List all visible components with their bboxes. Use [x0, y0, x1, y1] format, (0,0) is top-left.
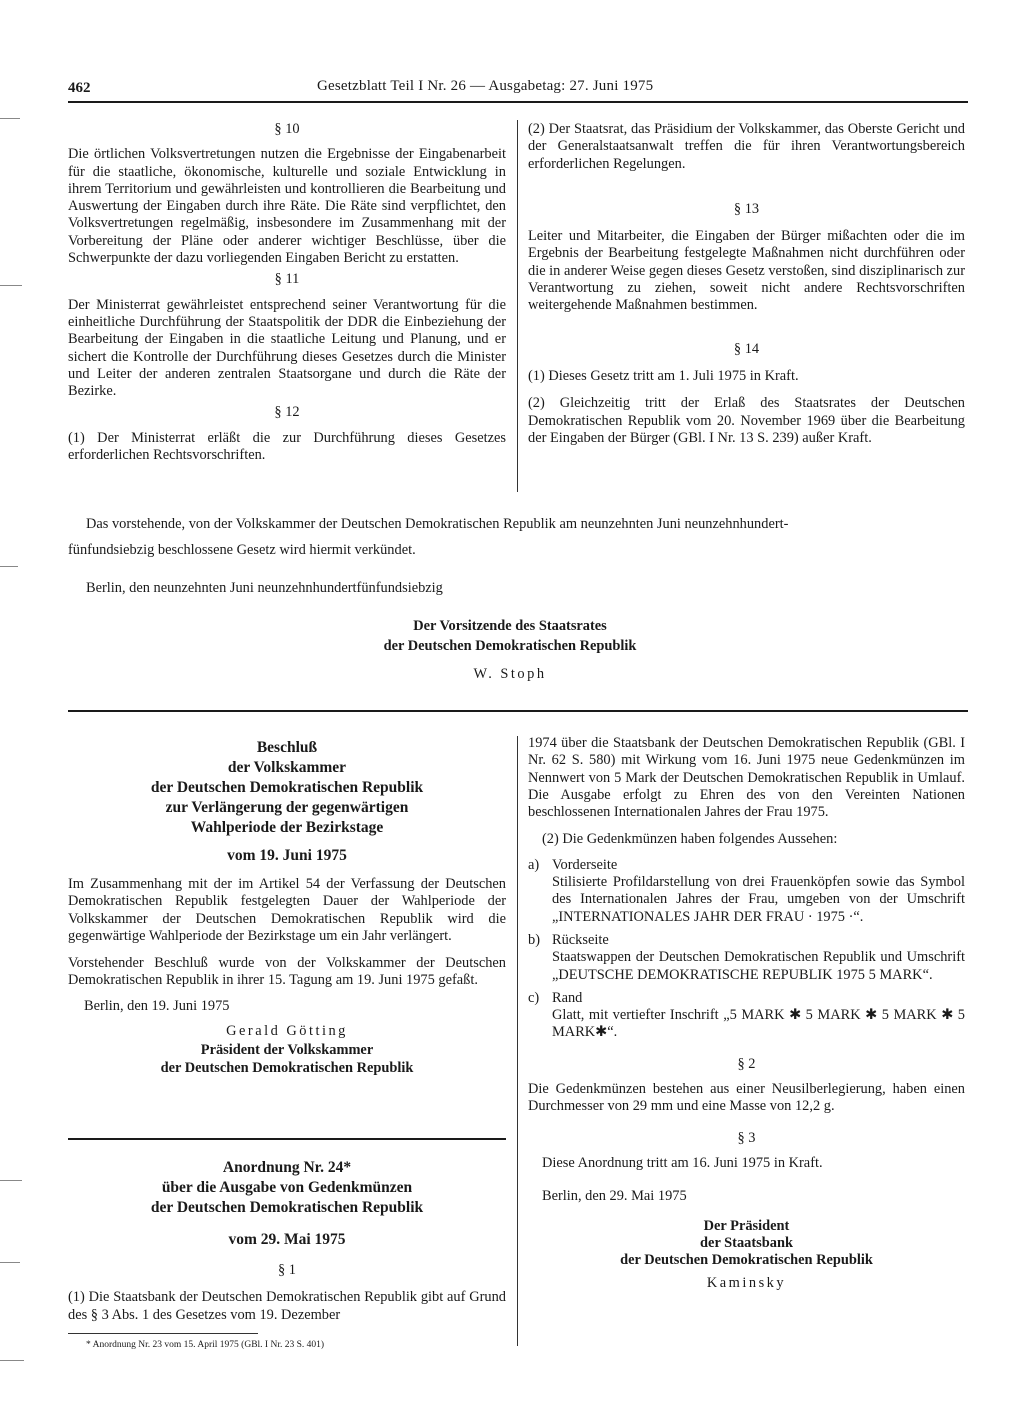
anordnung-section-1-paragraph-2: (2) Die Gedenkmünzen haben folgendes Aussehen: [542, 831, 838, 848]
section-heading-12: § 12 [274, 404, 300, 421]
scan-margin-mark [0, 285, 22, 286]
coin-feature-item [528, 990, 965, 1042]
law-left-column [68, 121, 506, 464]
scan-margin-mark [0, 566, 18, 567]
beschluss-title-line: Beschluß [256, 739, 318, 756]
section-11-text: Der Ministerrat gewährleistet entsprechend seiner Verantwortung für die einheitliche Durchführung der Staatspolitik der DDR die Einbeziehung der Bearbeitung der Eingaben in die staatliche Leitung und Planung, und er sichert die Kontrolle der Durchführung dieses Gesetzes durch die Minister und Leiter der anderen zentralen Staatsorgane und durch die Räte der Bezirke. [68, 296, 506, 400]
anordnung-signer-title-2: der Staatsbank [700, 1234, 793, 1251]
footnote-rule [68, 1333, 258, 1334]
coin-feature-item [528, 932, 965, 984]
section-14-paragraph-2: (2) Gleichzeitig tritt der Erlaß des Staatsrates der Deutschen Demokratischen Republik vom 20. November 1969 über die Bearbeitung der Eingaben der Bürger (GBl. I Nr. 13 S. 239) außer Kraft. [528, 395, 965, 446]
column-divider [517, 736, 518, 1346]
beschluss-title-line: Wahlperiode der Bezirkstage [190, 819, 384, 836]
list-body [552, 857, 965, 926]
beschluss-signer-title-2: der Deutschen Demokratischen Republik [160, 1059, 414, 1076]
beschluss-place-date: Berlin, den 19. Juni 1975 [84, 997, 230, 1014]
anordnung-title-line: über die Ausgabe von Gedenkmünzen [161, 1179, 413, 1196]
coin-feature-title: Rückseite [552, 931, 609, 948]
anordnung-signer-name: Kaminsky [706, 1275, 787, 1292]
footnote: * Anordnung Nr. 23 vom 15. April 1975 (GBl. I Nr. 23 S. 401) [86, 1340, 325, 1350]
anordnung-title-line: Anordnung Nr. 24* [222, 1159, 352, 1176]
section-13-text: Leiter und Mitarbeiter, die Eingaben der Bürger mißachten oder die im Ergebnis der Bearbeitung festgelegte Maßnahmen nicht durchführen oder die in anderer Weise gegen dieses Gesetz verstoßen, sind disziplinarisch zur Verantwortung zu ziehen, soweit nicht andere Rechtsvorschriften weitergehende Maßnahmen bestimmen. [528, 228, 965, 314]
coin-feature-text: Stilisierte Profildarstellung von drei Frauenköpfen sowie das Symbol des Internationalen Jahres der Frau, umgeben von der Umschrift „INTERNATIONALES JAHR DER FRAU · 1975 ·“. [552, 874, 965, 925]
beschluss-paragraph-2: Vorstehender Beschluß wurde von der Volkskammer der Deutschen Demokratischen Republik in ihrer 15. Tagung am 19. Juni 1975 gefaßt. [68, 955, 506, 989]
section-12-paragraph-1: (1) Der Ministerrat erläßt die zur Durchführung dieses Gesetzes erforderlichen Rechtsvorschriften. [68, 429, 506, 464]
beschluss-block [68, 738, 506, 1077]
running-head: Gesetzblatt Teil I Nr. 26 — Ausgabetag: 27. Juni 1975 [317, 78, 654, 94]
section-10-text: Die örtlichen Volksvertretungen nutzen die Ergebnisse der Eingabenarbeit für die staatliche, ökonomische, kulturelle und soziale Entwicklung in ihrem Territorium und gewährleisten und kontrollieren die Bearbeitung und Auswertung der Eingaben durch ihre Räte. Die Räte sind verpflichtet, den Volksvertretungen regelmäßig, insbesondere im Zusammenhang mit der Vorbereitung der Pläne oder anderer wichtiger Beschlüsse, über die Schwerpunkte der dazu vorliegenden Eingaben Bericht zu erstatten. [68, 146, 506, 267]
law-signer-title-1: Der Vorsitzende des Staatsrates [413, 618, 607, 634]
scan-margin-mark [0, 1360, 24, 1361]
coin-feature-text: Staatswappen der Deutschen Demokratischen Republik und Umschrift „DEUTSCHE DEMOKRATISCHE REPUBLIK 1975 5 MARK“. [552, 949, 965, 983]
promulgation-line-1: Das vorstehende, von der Volkskammer der Deutschen Demokratischen Republik am neunzehnten Juni neunzehnhundert- [86, 516, 789, 532]
beschluss-title-line: der Volkskammer [227, 759, 347, 776]
list-label: b) [528, 931, 540, 948]
beschluss-signer-name: Gerald Götting [226, 1023, 348, 1040]
beschluss-title-line: zur Verlängerung der gegenwärtigen [165, 799, 409, 816]
coin-feature-text: Glatt, mit vertiefter Inschrift „5 MARK ✱ 5 MARK ✱ 5 MARK ✱ 5 MARK✱“. [552, 1007, 965, 1041]
beschluss-paragraph-1: Im Zusammenhang mit der im Artikel 54 der Verfassung der Deutschen Demokratischen Republik festgelegten Dauer der Wahlperiode der Volkskammer der Deutschen Demokratischen Republik wird die gegenwärtige Wahlperiode der Bezirkstage um ein Jahr verlängert. [68, 876, 506, 944]
law-signer-name: W. Stoph [473, 666, 547, 682]
header-rule [68, 101, 968, 103]
section-heading-13: § 13 [733, 200, 760, 217]
section-14-paragraph-1: (1) Dieses Gesetz tritt am 1. Juli 1975 in Kraft. [528, 367, 799, 384]
beschluss-title [68, 738, 506, 838]
scan-margin-mark [0, 118, 20, 119]
section-heading-14: § 14 [733, 340, 760, 357]
scan-margin-mark [0, 1262, 20, 1263]
list-label: a) [528, 856, 540, 873]
law-right-column [528, 121, 965, 447]
anordnung-date: vom 29. Mai 1975 [228, 1231, 346, 1248]
anordnung-section-1-paragraph-1-continued: 1974 über die Staatsbank der Deutschen Demokratischen Republik (GBl. I Nr. 62 S. 580) mit Wirkung vom 16. Juni 1975 neue Gedenkmünzen im Nennwert von 5 Mark der Deutschen Demokratischen Republik in Umlauf. Die Ausgabe erfolgt zu Ehren des von den Vereinten Nationen beschlossenen Internationalen Jahres der Frau 1975. [528, 735, 965, 821]
anordnung-section-3-text: Diese Anordnung tritt am 16. Juni 1975 in Kraft. [542, 1154, 823, 1171]
column-divider [517, 120, 518, 492]
anordnung-section-1-paragraph-1-start: (1) Die Staatsbank der Deutschen Demokratischen Republik gibt auf Grund des § 3 Abs. 1 des Gesetzes vom 19. Dezember [68, 1289, 506, 1323]
anordnung-right-block [528, 735, 965, 1293]
coin-feature-title: Rand [552, 989, 583, 1006]
anordnung-section-2-text: Die Gedenkmünzen bestehen aus einer Neusilberlegierung, haben einen Durchmesser von 29 mm und eine Masse von 12,2 g. [528, 1081, 965, 1115]
page-number: 462 [68, 80, 91, 96]
list-body [552, 932, 965, 984]
anordnung-signer-title-3: der Deutschen Demokratischen Republik [620, 1252, 873, 1269]
section-heading-11: § 11 [274, 271, 300, 288]
anordnung-section-heading-2: § 2 [737, 1055, 756, 1072]
anordnung-section-heading-3: § 3 [737, 1129, 756, 1146]
section-12-paragraph-2: (2) Der Staatsrat, das Präsidium der Volkskammer, das Oberste Gericht und der Generalstaatsanwalt treffen die für ihren Verantwortungsbereich erforderlichen Regelungen. [528, 121, 965, 172]
list-body [552, 990, 965, 1042]
anordnung-place-date: Berlin, den 29. Mai 1975 [542, 1188, 687, 1205]
list-label: c) [528, 989, 540, 1006]
anordnung-left-block [68, 1158, 506, 1324]
section-heading-10: § 10 [274, 121, 300, 137]
anordnung-signer-title-1: Der Präsident [703, 1217, 790, 1234]
anordnung-section-heading-1: § 1 [278, 1262, 296, 1278]
law-place-date: Berlin, den neunzehnten Juni neunzehnhundertfünfundsiebzig [86, 580, 443, 596]
scan-margin-mark [0, 1180, 22, 1181]
law-signer-title-2: der Deutschen Demokratischen Republik [383, 638, 637, 654]
coin-feature-item [528, 857, 965, 926]
anordnung-title [68, 1158, 506, 1218]
section-separator-rule [68, 710, 968, 712]
beschluss-title-line: der Deutschen Demokratischen Republik [150, 779, 424, 796]
beschluss-anordnung-separator [68, 1138, 506, 1140]
beschluss-date: vom 19. Juni 1975 [227, 847, 347, 864]
promulgation-line-2: fünfundsiebzig beschlossene Gesetz wird hiermit verkündet. [68, 542, 416, 558]
anordnung-title-line: der Deutschen Demokratischen Republik [150, 1199, 424, 1216]
coin-feature-title: Vorderseite [552, 856, 618, 873]
beschluss-signer-title-1: Präsident der Volkskammer [200, 1042, 374, 1059]
